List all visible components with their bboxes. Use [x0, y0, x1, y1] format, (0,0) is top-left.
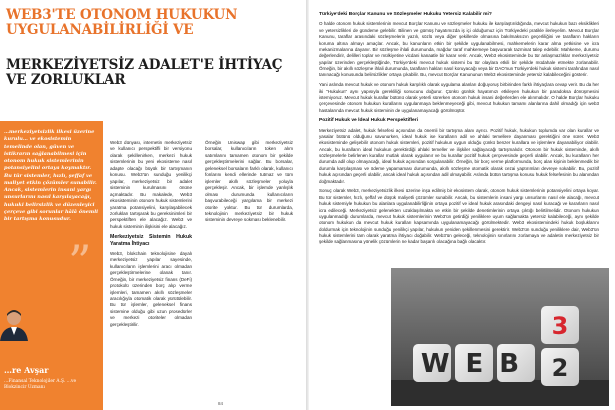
left-column-2	[205, 140, 293, 227]
pull-quote: …merkeziyetsizlik ilkesi üzerine kurulu… ve ekosistemin temelinde olan, güven ve istikrarın sağlanabilmesi için otonom hukuk sistemlerinin potansiyelini ortaya koymaktır. Bu tür sistemler, hızlı, şeffaf ve maliyet etkin çözümler sunabilir. Ancak, sistemlerin insani yargı unsurlarını nasıl karşılayacağı, hukuki belirsizlik ve düzenleyici çerçeve gibi sorunlar hâlâ önemli bir tartışma konusudur.	[4, 129, 99, 222]
cube-3	[541, 306, 579, 344]
page-number: 84	[218, 401, 224, 406]
left-page	[0, 0, 306, 410]
author-role: …Finansal Teknolojiler A.Ş. …ve Blokzincir Uzmanı	[4, 379, 77, 391]
cube-3-text: 3	[551, 312, 569, 340]
left-column-1	[110, 140, 192, 332]
paragraph: Örneğin Uniswap gibi merkeziyetsiz borsalar, kullanıcıların token alım satımlarını tamamen otonom bir şekilde gerçekleştirmelerini sağlar. Bu borsalar, geleneksel borsaların farklı olarak, kullanıcı fonlarını kendi ellerinde tutmaz ve tüm işlemler akıllı sözleşmeler yoluyla gerçekleşir. Ancak, bir işlemde yanlışlık olması durumunda kullanıcıların başvurabileceği yargılama bir merkezi otorite yoktur. Bu tür durumlarda, teknolojinin merkeziyetsiz bir hukuk sisteminin devreye sokması beklenebilir.	[205, 140, 293, 223]
section-heading: Pozitif Hukuk ve İdeal Hukuk Perspektifleri	[319, 118, 418, 124]
web3-cubes-photo	[391, 268, 609, 406]
author-photo	[0, 307, 30, 341]
cube-2-text: 2	[551, 354, 569, 382]
section-heading: Merkeziyetsiz Sistemin Hukuk Yaratma İhtiyacı	[110, 234, 192, 248]
paragraph: Yani aslında mevcut hukuk ve otonom hukuk karşılıklı olarak uygulama alanları doğuyoruş birbirinden farklı ihtiyaçlara cevap verir. Bu da her iki "Hukukun" aynı yapısıyla gerekliliği sonucunu doğurur. Çünkü günlük hayatımızı etkileyen hukukun bir paradoksa dönüşmesini istemiyoruz. Mevcut hukuk kurallar bütünü olarak yeterli sürerken otonom hukuk insani değerlerden ele alınmalıdır. O halde Borçlar hukuku çerçevesinde otonom hukukun kurallarını uygulanmaya beklenmeyeceği gibi, mevcut hukukun tamamı alanlarına dahil olmadığı için web3 hastalarında mevcut hukuk sisteminin de uygulanamayacağı görülmüştür.	[319, 82, 599, 113]
right-page	[309, 0, 615, 410]
quote-mark-icon: ”	[68, 235, 92, 289]
photo-web-text: WEB	[420, 349, 536, 379]
paragraph: Merkeziyetsiz adalet, hukuk felsefesi açısından da önemli bir tartışma alanı ayrıcı. Pozitif hukuk, hukukun toplumda var olan kurallar ve yasalar bütünü olduğunu savunurken, ideal hukuk ise kuralların adil ve ahlaki temellere dayanması gerektiğini öne sürer. Web3 ekosisteminde gelişebilir otonom hukuk sistemleri, pozitif hukukun uygun olduğu çünkü benzer kurallara ve işlemlere dayanabiliyor olabilir. Ancak, bu kuralların ideal hukukun gerektirdiği ahlaki temeller ve ilişkiler sağlayacağı tartışmalıdır. Otonom bir hukuk sisteminde, akıllı sözleşmelerle belirlenen kurallar mutlak olarak uygulanır ve bu kurallar pozitif hukuk çerçevesinde geçerli olabilir. Ancak, bu kuralların her durumda adil olup olmayacağı, ideal hukuk açısından sorgulanabilir. Örneğin, bir borç verme platformunda, borç alan kişinin beklenmedik bir durumla karşılaşması ve ödeme yapamaması durumunda, akıllı sözleşme otomatik olarak cezai yaptırımları devreye sokabilir. Bu, pozitif hukuk açısından geçerli olabilir, ancak ideal hukuk açısından adil olmayabilir. Aslında bütün tartışma konusu hukuk felsefesinin bu alanından doğmaktadır.	[319, 127, 599, 184]
paragraph: Web3 dünyası, internetin merkeziyetsiz ve kullanıcı perspektifli bir versiyonu olarak şekillenirken, merkezi hukuk sistemlerinin bu yeni ekosisteme nasıl adapte olacağı büyük bir tartışmanın konusu. Web3'ün sunduğu yenilikçi yapılar, merkeziyetsiz bir adalet sisteminin kurulmasını önüne açmaktadır. Bu makalede, Web3 ekosisteminin otonom hukuk sistemlerini yaratma potansiyelini, karşılaşabilecek zorlukları tartışarak bu gereksinimleri bir perspektiften ele alacağız. Web3 ve hukuk sisteminin ilişkisini ele alacağız.	[110, 140, 192, 229]
article-title-dark: MERKEZİYETSİZ ADALET'E İHTİYAÇ VE ZORLUKLAR	[6, 57, 283, 89]
right-text-block	[319, 8, 599, 249]
paragraph: Sonuç olarak Web3, merkeziyetsizlik ilkesi üzerine inşa edilmiş bir ekosistem olarak, otonom hukuk sistemlerinin potansiyelini ortaya koyar. Bu tür sistemler, hızlı, şeffaf ve düşük maliyetli çözümler sunabilir. Ancak, bu sistemlerin insani yargı unsurlarını nasıl ele alacağı, mevcut hukuk sistemiyle hukukun bu alanlara uygulanabilirliğinin ortaya pozitif ve ideal hukuk arasındaki dengeyi nasıl kuracağı ve kararların nasıl icra edileceği. Merkeziyetsiz gelenekten uzaklaşılmakta ve etkin bir şekilde denetimlerinin ortaya çıktığı belirtilmelidir. Otonom hukukun uygulanmadığı durumlarda, mevcut hukuk sistemlerinin Web3'ün getirdiği yeniliklere uyum sağlamakta yetersiz kalabileceği, aynı şekilde otonom hukukun da mevcut hukuk kuralları kapsamında uygulanamayacağı görülmektedir. Web3 ekosistemindeki hukuk boşluklarını doldurmak için teknolojinin sunduğu yenilikçi yapılar, hukukun yeniden şekillenmesini gerektirir. Web3'ün sunduğu yeniliklere dair, Web3'ün hukuk sistemlerini tam olarak yaratma ihtiyacı doğabilir. Web3'ün geleceği, teknolojinin sınırlarını zorlamaya ve adaletin merkeziyetsiz bir şekilde sağlanmasına yönelik çözümlerin ne kadar başarılı olacağına bağlı olacaktır.	[319, 188, 599, 245]
paragraph: O halde otonom hukuk sistemlerinin mevcut Borçlar Kanunu ve sözleşmeler hukuku ile karşılaştırıldığında, mevcut hukukun bazı eksiklikleri ve yetersizlikleri de gündeme gelebilir. Bilinen ve gümüş hayatımızda iş içi olduğumuz için Türkiyedeki pratikle ilerleyelim. Mevcut Borçlar Kanunu, taraflar arasındaki sözleşmelerin yazılı, sözlü veya diğer şekillerde olmasına bakılmaksızın geçerliliğini ve tarafların hakların koruma altına almayı amaçlar. Ancak, bu kanunların etkin bir şekilde uygulanabilmesi, mahkemelerin karar alma yetkisine ve icra mekanizmalarına dayanır. Bir sözleşme ihlali durumunda, mağdur taraf mahkemeye başvurarak tazminat talep edebilir. Mahkeme, durumu değerlendirir, delilleri toplar ve mülkiyetine vicdani kanaatle bir karar verir. Ancak, Web3 ekosisteminde bu tür anlaşmazlıklar merkeziyetsiz yapılar üzerinden gerçekleştiğinde, Türkiye'deki mevcut hukuk sistemi bu tür olaylara etkili bir şekilde müdahale etmekte zorlanabilir. Örneğin, bir akıllı sözleşme ihlali durumunda, tarafların hakları nasıl koruyacağı veya bir DAO'nun Türkiye'deki hukuk sistemi tarafından nasıl tanınacağı konusunda belirsizlikler ortaya çıkabilir. Bu, mevcut Borçlar Kanununun Web3 ekosisteminde yetersiz kalabileceğini gösterir.	[319, 21, 599, 78]
article-title-orange: WEB3'TE OTONOM HUKUKUN UYGULANABİLİRLİĞİ VE	[6, 7, 238, 39]
paragraph: Web3, blokchain teknolojisine dayalı merkeziyetsiz yapılar sayesinde, kullanıcıların işlemlerini aracı olmadan gerçekleştirmelerine olanak tanır. Örneğin, bir merkeziyetsiz finans (DeFi) protokolü üzerinden borç alıp verme işlemleri, tamamen akıllı sözleşmeler aracılığıyla otomatik olarak yürütülebilir. Bu tür işlemler, geleneksel finans sistemine olduğu gibi uzun prosedürler ve merkezi otoriteler olmadan gerçekleştirilir.	[110, 250, 192, 327]
section-heading: Türkiye'deki Borçlar Kanunu ve Sözleşmeler Hukuku Yetersiz Kalabilir mi?	[319, 12, 492, 17]
cube-2	[541, 348, 579, 386]
quote-box	[0, 121, 103, 410]
author-name: …re Avşar	[4, 365, 49, 375]
